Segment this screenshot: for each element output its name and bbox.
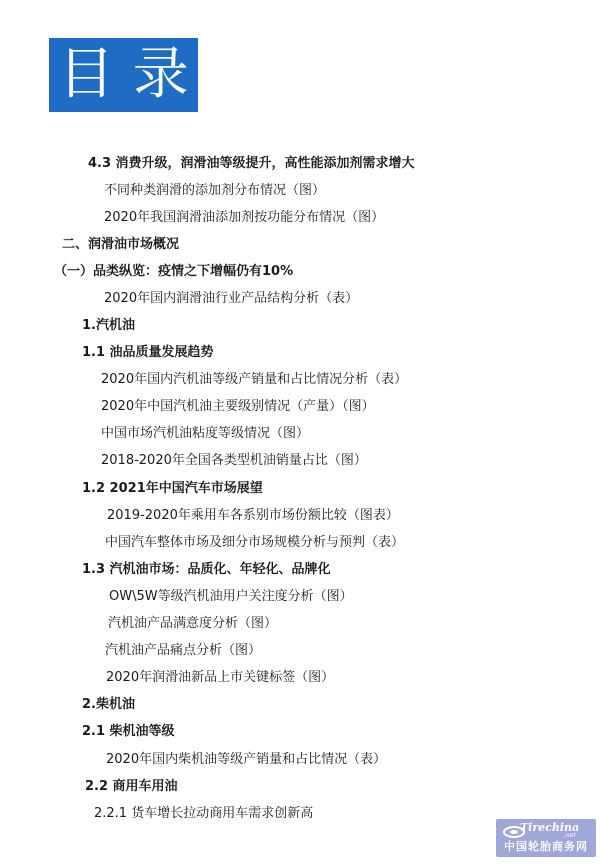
toc-entry: 2020年国内柴机油等级产销量和占比情况（表）: [106, 752, 387, 767]
toc-entry: 2.柴机油: [82, 697, 135, 712]
watermark-domain: .net: [564, 832, 576, 839]
toc-entry: 中国市场汽机油粘度等级情况（图）: [101, 426, 310, 441]
toc-entry: 2020年润滑油新品上市关键标签（图）: [106, 670, 335, 685]
toc-entry: OW\5W等级汽机油用户关注度分析（图）: [109, 589, 353, 604]
toc-entry: 2.2.1 货车增长拉动商用车需求创新高: [94, 806, 314, 821]
toc-entry: 汽机油产品痛点分析（图）: [105, 643, 262, 658]
title-char-1: 目: [58, 42, 115, 107]
watermark: [496, 819, 596, 857]
toc-entry: 4.3 消费升级，润滑油等级提升，高性能添加剂需求增大: [88, 156, 415, 171]
toc-entry: 2020年国内润滑油行业产品结构分析（表）: [104, 291, 359, 306]
toc-entry: 2020年国内汽机油等级产销量和占比情况分析（表）: [101, 372, 408, 387]
toc-entry: 1.3 汽机油市场：品质化、年轻化、品牌化: [82, 562, 331, 577]
toc-entry: 1.汽机油: [82, 318, 135, 333]
toc-entry: 不同种类润滑的添加剂分布情况（图）: [104, 183, 326, 198]
watermark-site-name: 中国轮胎商务网: [504, 840, 588, 853]
toc-entry: 2019-2020年乘用车各系别市场份额比较（图表）: [107, 508, 399, 523]
toc-entry: 二、润滑油市场概况: [62, 237, 180, 252]
title-char-2: 录: [132, 42, 189, 107]
toc-entry: 2.2 商用车用油: [85, 779, 178, 794]
toc-entry: 2020年我国润滑油添加剂按功能分布情况（图）: [104, 210, 385, 225]
toc-entry: 2.1 柴机油等级: [82, 724, 175, 739]
toc-entry: （一）品类纵览：疫情之下增幅仍有10%: [54, 264, 294, 279]
toc-entry: 1.1 油品质量发展趋势: [82, 345, 214, 360]
toc-entry: 中国汽车整体市场及细分市场规模分析与预判（表）: [105, 535, 405, 550]
toc-entry: 2018-2020年全国各类型机油销量占比（图）: [101, 453, 367, 468]
toc-title-block: [49, 38, 198, 112]
toc-entry: 1.2 2021年中国汽车市场展望: [82, 481, 263, 496]
watermark-brand: Tirechina: [520, 821, 580, 834]
toc-entry: 2020年中国汽机油主要级别情况（产量）（图）: [101, 399, 375, 414]
toc-entry: 汽机油产品满意度分析（图）: [108, 616, 278, 631]
